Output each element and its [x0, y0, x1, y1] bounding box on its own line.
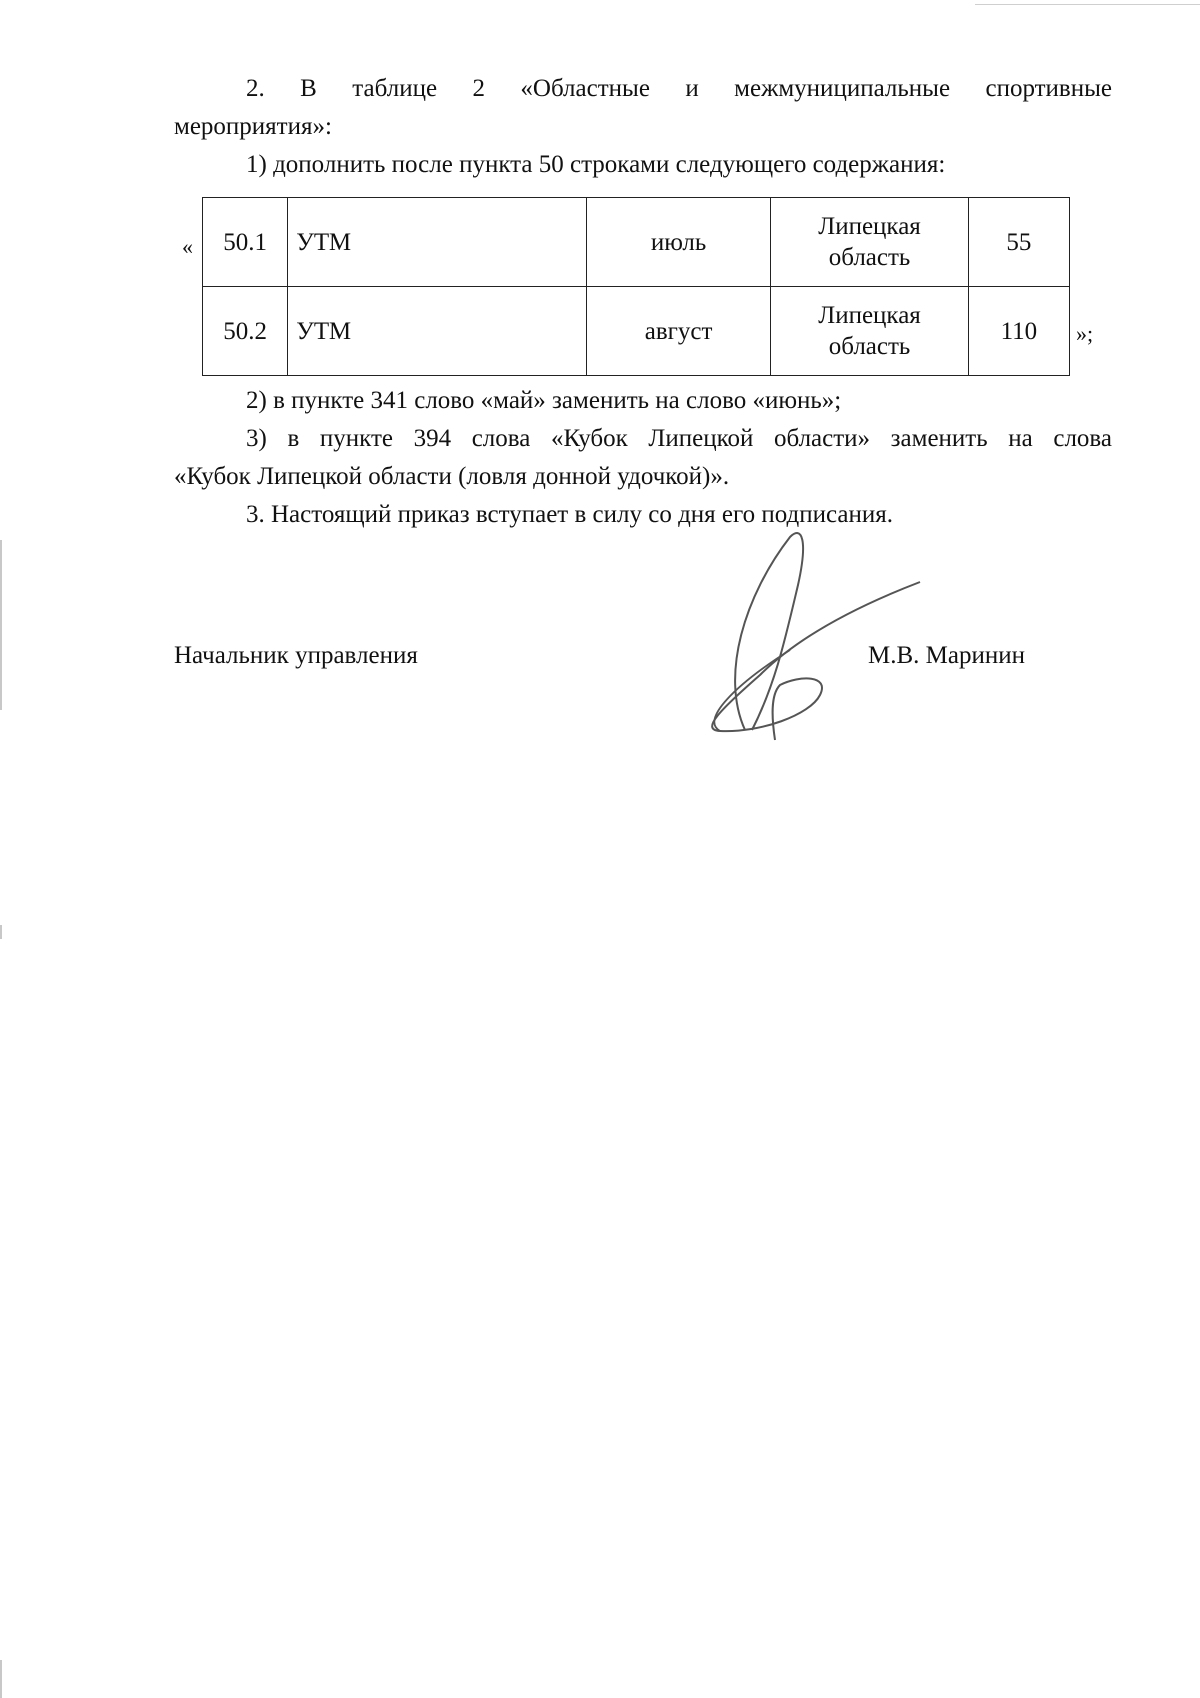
scan-artifact-edge: [0, 540, 2, 710]
scan-artifact-line: [975, 4, 1200, 5]
event-month: июль: [586, 198, 770, 287]
signatory-title: Начальник управления: [174, 642, 418, 669]
event-name: УТМ: [288, 198, 587, 287]
event-place-line2: область: [828, 244, 911, 271]
item2-subitem-3-line1: 3) в пункте 394 слова «Кубок Липецкой области» заменить на слова: [246, 425, 1112, 452]
row-number: 50.1: [203, 198, 288, 287]
event-month: август: [586, 287, 770, 376]
handwritten-signature: [690, 525, 930, 745]
signatory-name: М.В. Маринин: [868, 642, 1025, 669]
item2-subitem-3-line2: «Кубок Липецкой области (ловля донной удочкой)».: [174, 463, 730, 490]
participant-count: 55: [968, 198, 1069, 287]
item2-heading-line2: мероприятия»:: [174, 113, 332, 140]
event-name: УТМ: [288, 287, 587, 376]
participant-count: 110: [968, 287, 1069, 376]
event-place: [771, 198, 968, 287]
table-row: [203, 198, 1070, 287]
item2-subitem-2: 2) в пункте 341 слово «май» заменить на слово «июнь»;: [246, 387, 842, 414]
events-table: [202, 197, 1070, 376]
table-open-quote: «: [182, 234, 193, 259]
event-place-line1: Липецкая: [818, 302, 921, 329]
row-number: 50.2: [203, 287, 288, 376]
item2-heading-line1: 2. В таблице 2 «Областные и межмуниципальные спортивные: [246, 75, 1112, 102]
scan-artifact-edge: [0, 1660, 2, 1698]
event-place-line1: Липецкая: [818, 213, 921, 240]
scan-artifact-edge: [0, 925, 2, 939]
table-close-quote: »;: [1076, 321, 1094, 346]
event-place-line2: область: [828, 333, 911, 360]
table-row: [203, 287, 1070, 376]
item3-paragraph: 3. Настоящий приказ вступает в силу со дня его подписания.: [246, 501, 894, 528]
event-place: [771, 287, 968, 376]
item2-subitem-1: 1) дополнить после пункта 50 строками следующего содержания:: [246, 151, 946, 178]
